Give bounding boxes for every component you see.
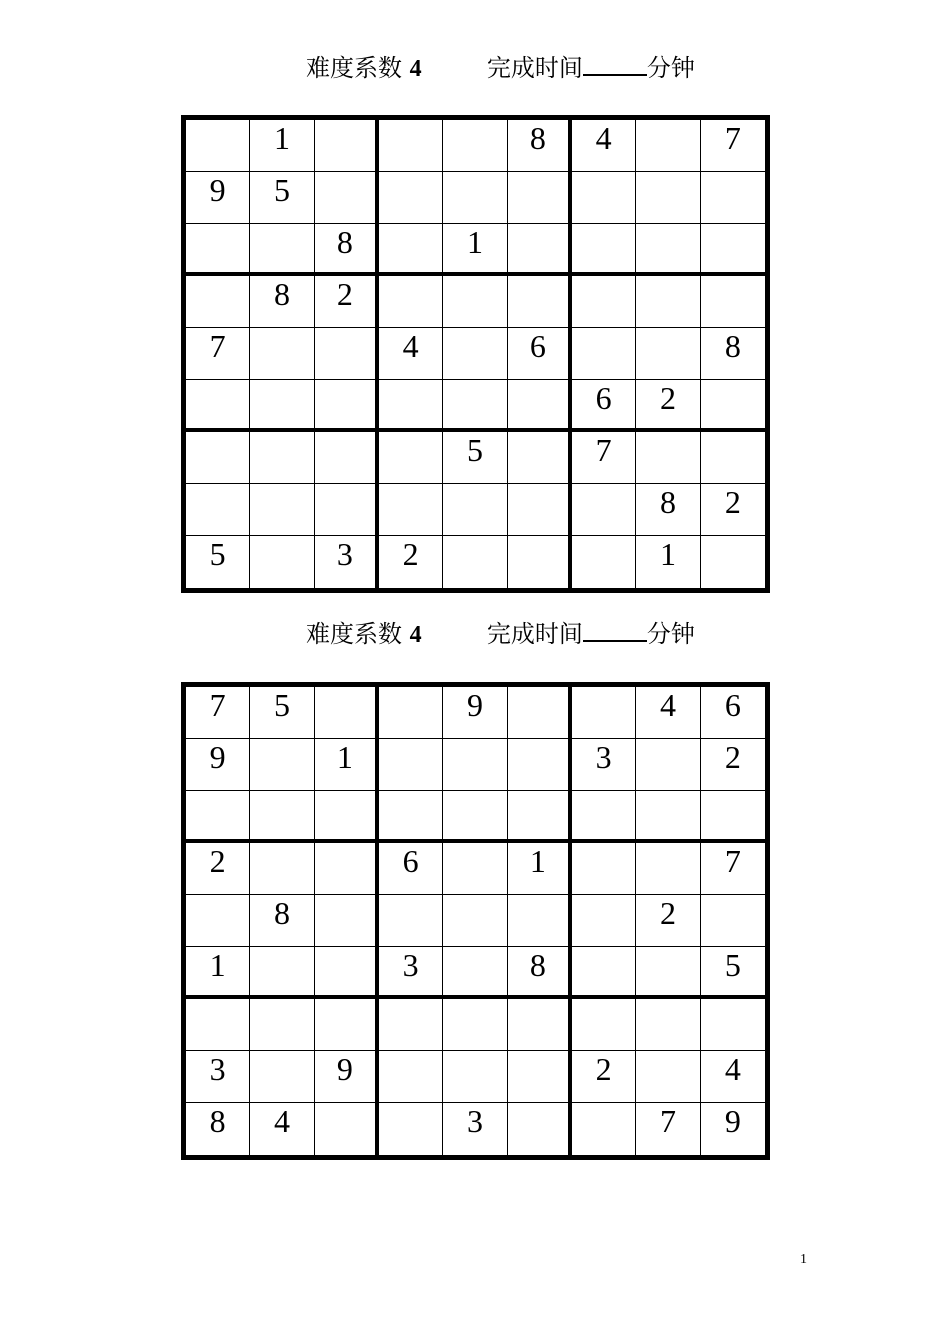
sudoku-cell[interactable] xyxy=(186,484,250,536)
sudoku-cell: 5 xyxy=(250,687,314,739)
sudoku-cell[interactable] xyxy=(186,276,250,328)
sudoku-grid-2 xyxy=(181,682,770,1160)
sudoku-cell: 3 xyxy=(186,1051,250,1103)
sudoku-cell[interactable] xyxy=(508,224,572,276)
sudoku-cell: 3 xyxy=(572,739,636,791)
sudoku-cell: 4 xyxy=(636,687,700,739)
sudoku-cell[interactable] xyxy=(701,276,765,328)
puzzle-2-header xyxy=(306,614,695,649)
sudoku-cell: 2 xyxy=(379,536,443,588)
sudoku-cell[interactable] xyxy=(315,947,379,999)
sudoku-cell: 2 xyxy=(572,1051,636,1103)
sudoku-cell: 5 xyxy=(443,432,507,484)
sudoku-cell[interactable] xyxy=(572,536,636,588)
sudoku-cell[interactable] xyxy=(508,276,572,328)
sudoku-cell: 9 xyxy=(315,1051,379,1103)
sudoku-cell[interactable] xyxy=(379,999,443,1051)
difficulty-value: 4 xyxy=(409,56,422,82)
sudoku-cell[interactable] xyxy=(443,172,507,224)
sudoku-cell: 9 xyxy=(186,172,250,224)
sudoku-cell[interactable] xyxy=(701,999,765,1051)
sudoku-cell: 6 xyxy=(379,843,443,895)
sudoku-cell[interactable] xyxy=(636,1051,700,1103)
sudoku-cell: 9 xyxy=(724,1103,741,1139)
sudoku-cell[interactable] xyxy=(443,120,507,172)
time-blank[interactable] xyxy=(583,52,647,76)
sudoku-cell[interactable] xyxy=(572,947,636,999)
sudoku-cell[interactable] xyxy=(186,224,250,276)
sudoku-cell: 1 xyxy=(186,947,250,999)
sudoku-cell[interactable] xyxy=(443,380,507,432)
sudoku-cell[interactable] xyxy=(636,791,700,843)
sudoku-cell[interactable] xyxy=(250,843,314,895)
sudoku-cell[interactable] xyxy=(508,895,572,947)
sudoku-cell[interactable] xyxy=(250,328,314,380)
sudoku-cell[interactable] xyxy=(250,484,314,536)
sudoku-cell[interactable] xyxy=(250,999,314,1051)
sudoku-cell[interactable] xyxy=(636,172,700,224)
sudoku-cell[interactable] xyxy=(443,276,507,328)
sudoku-cell[interactable] xyxy=(315,687,379,739)
sudoku-cell[interactable] xyxy=(572,687,636,739)
sudoku-cell[interactable] xyxy=(508,484,572,536)
sudoku-cell[interactable] xyxy=(443,739,507,791)
sudoku-cell[interactable] xyxy=(572,276,636,328)
sudoku-cell[interactable] xyxy=(379,224,443,276)
sudoku-cell[interactable] xyxy=(636,328,700,380)
sudoku-cell[interactable] xyxy=(443,484,507,536)
sudoku-cell[interactable] xyxy=(250,791,314,843)
sudoku-cell[interactable] xyxy=(379,120,443,172)
sudoku-cell[interactable] xyxy=(315,120,379,172)
sudoku-cell[interactable] xyxy=(186,999,250,1051)
sudoku-cell[interactable] xyxy=(508,380,572,432)
sudoku-cell[interactable] xyxy=(443,328,507,380)
sudoku-cell: 5 xyxy=(250,172,314,224)
sudoku-cell[interactable] xyxy=(315,791,379,843)
sudoku-cell[interactable] xyxy=(250,739,314,791)
sudoku-cell[interactable] xyxy=(636,432,700,484)
sudoku-cell[interactable] xyxy=(572,172,636,224)
sudoku-cell[interactable] xyxy=(379,172,443,224)
sudoku-cell: 8 xyxy=(315,224,379,276)
sudoku-cell: 8 xyxy=(508,120,572,172)
sudoku-cell: 7 xyxy=(186,328,250,380)
sudoku-cell[interactable] xyxy=(379,895,443,947)
sudoku-cell: 1 xyxy=(443,224,507,276)
sudoku-cell[interactable] xyxy=(443,1051,507,1103)
sudoku-cell[interactable] xyxy=(379,687,443,739)
page-number: 1 xyxy=(800,1252,807,1267)
sudoku-cell[interactable] xyxy=(572,895,636,947)
sudoku-cell[interactable] xyxy=(379,1103,443,1155)
sudoku-cell: 7 xyxy=(701,120,765,172)
sudoku-cell[interactable] xyxy=(379,276,443,328)
sudoku-cell[interactable] xyxy=(701,172,765,224)
sudoku-cell: 4 xyxy=(379,328,443,380)
sudoku-cell[interactable] xyxy=(508,432,572,484)
sudoku-cell: 3 xyxy=(379,947,443,999)
sudoku-cell: 2 xyxy=(315,276,379,328)
sudoku-cell: 8 xyxy=(250,276,314,328)
sudoku-cell: 9 xyxy=(186,739,250,791)
sudoku-cell[interactable] xyxy=(508,739,572,791)
sudoku-cell[interactable] xyxy=(315,843,379,895)
time-unit: 分钟 xyxy=(646,620,695,648)
sudoku-cell: 8 xyxy=(186,1103,250,1155)
sudoku-cell: 6 xyxy=(701,687,765,739)
sudoku-cell: 8 xyxy=(701,328,765,380)
difficulty-label: 难度系数 xyxy=(306,620,402,648)
sudoku-cell[interactable] xyxy=(250,1051,314,1103)
sudoku-cell[interactable] xyxy=(508,687,572,739)
sudoku-cell[interactable] xyxy=(572,328,636,380)
sudoku-cell[interactable] xyxy=(315,1103,379,1155)
sudoku-cell[interactable] xyxy=(315,328,379,380)
sudoku-cell[interactable] xyxy=(379,1051,443,1103)
sudoku-cell[interactable] xyxy=(186,895,250,947)
sudoku-cell[interactable] xyxy=(701,224,765,276)
sudoku-cell: 2 xyxy=(636,380,700,432)
sudoku-cell: 4 xyxy=(572,120,636,172)
sudoku-cell[interactable] xyxy=(186,120,250,172)
sudoku-grid-1 xyxy=(181,115,770,593)
sudoku-cell[interactable] xyxy=(443,843,507,895)
sudoku-cell[interactable] xyxy=(701,380,765,432)
sudoku-cell[interactable] xyxy=(315,432,379,484)
sudoku-cell[interactable] xyxy=(443,895,507,947)
sudoku-cell[interactable] xyxy=(508,536,572,588)
sudoku-cell[interactable] xyxy=(379,791,443,843)
sudoku-cell[interactable] xyxy=(572,791,636,843)
sudoku-cell[interactable] xyxy=(186,432,250,484)
sudoku-cell[interactable] xyxy=(508,999,572,1051)
sudoku-cell[interactable] xyxy=(443,791,507,843)
sudoku-cell: 2 xyxy=(701,739,765,791)
sudoku-cell: 2 xyxy=(186,843,250,895)
sudoku-cell[interactable] xyxy=(250,536,314,588)
sudoku-cell[interactable] xyxy=(508,172,572,224)
sudoku-cell[interactable] xyxy=(315,999,379,1051)
time-blank[interactable] xyxy=(583,618,647,642)
time-unit: 分钟 xyxy=(646,54,695,82)
sudoku-cell[interactable] xyxy=(572,843,636,895)
sudoku-cell: 8 xyxy=(250,895,314,947)
sudoku-cell: 5 xyxy=(186,536,250,588)
sudoku-cell: 9 xyxy=(443,687,507,739)
sudoku-cell: 3 xyxy=(315,536,379,588)
sudoku-cell: 4 xyxy=(250,1103,314,1155)
sudoku-cell[interactable] xyxy=(379,432,443,484)
sudoku-cell: 5 xyxy=(701,947,765,999)
sudoku-cell: 4 xyxy=(701,1051,765,1103)
time-label: 完成时间 xyxy=(486,54,583,82)
sudoku-cell[interactable] xyxy=(250,380,314,432)
sudoku-cell: 3 xyxy=(443,1103,507,1155)
difficulty-value: 4 xyxy=(409,622,422,648)
sudoku-cell[interactable] xyxy=(701,895,765,947)
sudoku-cell[interactable] xyxy=(186,791,250,843)
sudoku-cell[interactable] xyxy=(508,791,572,843)
puzzle-1-header xyxy=(306,48,695,83)
sudoku-cell[interactable] xyxy=(443,536,507,588)
difficulty-label: 难度系数 xyxy=(306,54,402,82)
sudoku-cell[interactable] xyxy=(636,739,700,791)
sudoku-cell[interactable] xyxy=(508,1103,572,1155)
sudoku-cell: 8 xyxy=(636,484,700,536)
sudoku-cell[interactable] xyxy=(250,224,314,276)
sudoku-cell[interactable] xyxy=(701,791,765,843)
sudoku-cell: 1 xyxy=(250,120,314,172)
sudoku-cell: 7 xyxy=(186,687,250,739)
sudoku-cell[interactable] xyxy=(379,484,443,536)
sudoku-cell[interactable] xyxy=(572,224,636,276)
sudoku-cell: 2 xyxy=(636,895,700,947)
sudoku-cell: 1 xyxy=(636,536,700,588)
sudoku-cell: 2 xyxy=(701,484,765,536)
sudoku-cell: 6 xyxy=(508,328,572,380)
sudoku-cell: 8 xyxy=(508,947,572,999)
sudoku-cell[interactable] xyxy=(636,276,700,328)
sudoku-cell[interactable] xyxy=(443,947,507,999)
sudoku-cell[interactable] xyxy=(315,895,379,947)
sudoku-cell[interactable] xyxy=(701,432,765,484)
sudoku-cell: 7 xyxy=(572,432,636,484)
sudoku-cell: 7 xyxy=(636,1103,700,1155)
sudoku-cell[interactable] xyxy=(572,484,636,536)
sudoku-cell[interactable] xyxy=(636,224,700,276)
sudoku-cell[interactable] xyxy=(315,380,379,432)
sudoku-cell[interactable] xyxy=(572,1103,636,1155)
sudoku-cell[interactable] xyxy=(379,380,443,432)
sudoku-cell[interactable] xyxy=(379,739,443,791)
sudoku-cell[interactable] xyxy=(636,843,700,895)
sudoku-cell[interactable] xyxy=(508,1051,572,1103)
sudoku-cell: 1 xyxy=(508,843,572,895)
sudoku-cell: 7 xyxy=(701,843,765,895)
sudoku-cell[interactable] xyxy=(443,999,507,1051)
sudoku-cell[interactable] xyxy=(636,999,700,1051)
sudoku-cell: 1 xyxy=(315,739,379,791)
sudoku-cell[interactable] xyxy=(186,380,250,432)
sudoku-cell[interactable] xyxy=(636,947,700,999)
sudoku-cell[interactable] xyxy=(250,947,314,999)
sudoku-cell[interactable] xyxy=(636,120,700,172)
sudoku-cell[interactable] xyxy=(250,432,314,484)
sudoku-cell[interactable] xyxy=(315,484,379,536)
sudoku-cell[interactable] xyxy=(315,172,379,224)
sudoku-cell[interactable] xyxy=(701,536,765,588)
time-label: 完成时间 xyxy=(486,620,583,648)
sudoku-cell: 6 xyxy=(572,380,636,432)
sudoku-cell[interactable] xyxy=(572,999,636,1051)
